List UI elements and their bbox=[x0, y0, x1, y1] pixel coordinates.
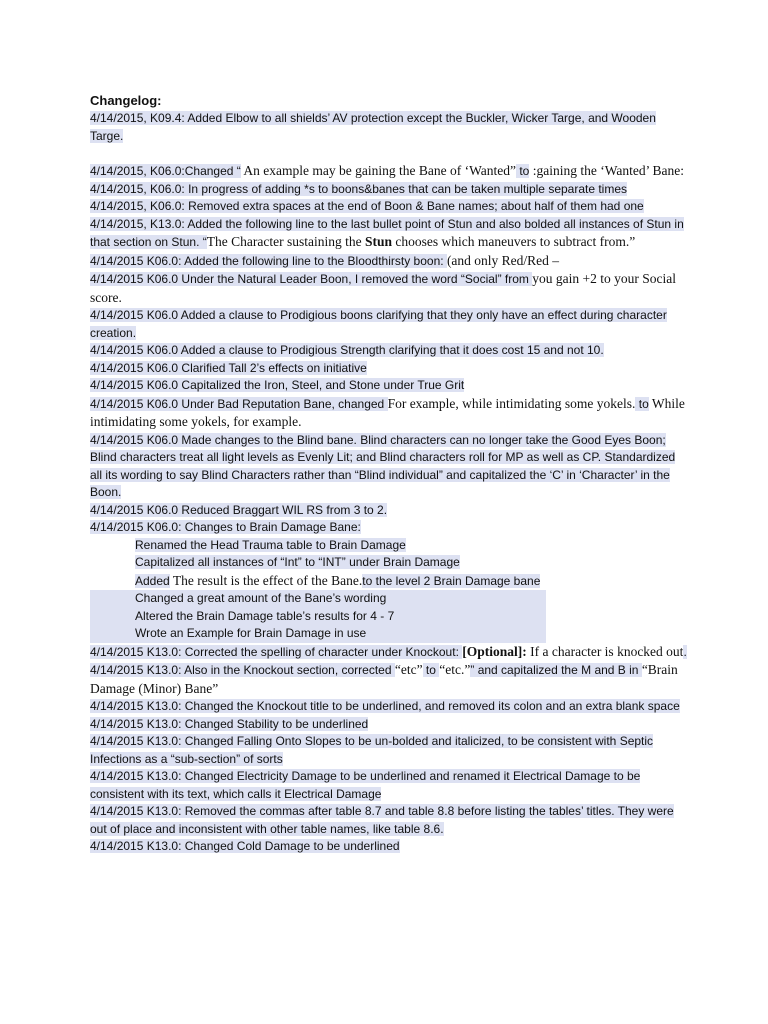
changelog-entry: 4/14/2015 K13.0: Removed the commas after table 8.7 and table 8.8 before listing the tables’ titles. They were out of place and inconsistent with other table names, like table 8.6. bbox=[90, 804, 674, 836]
sub-list-item: Added The result is the effect of the Bane.to the level 2 Brain Damage bane bbox=[135, 572, 541, 588]
changelog-entry: 4/14/2015, K06.0:Changed “ An example may be gaining the Bane of ‘Wanted” to :gaining the ‘Wanted’ Bane: bbox=[90, 163, 684, 178]
changelog-entry: 4/14/2015 K06.0 Under Bad Reputation Bane, changed For example, while intimidating some yokels. to While intimidating some yokels, for example. bbox=[90, 395, 685, 429]
sub-list-item: Changed a great amount of the Bane’s wording bbox=[90, 590, 546, 608]
changelog-entry: 4/14/2015 K06.0 Added a clause to Prodigious Strength clarifying that it does cost 15 and not 10. bbox=[90, 343, 604, 357]
changelog-entry: 4/14/2015, K06.0: Removed extra spaces at the end of Boon & Bane names; about half of them had one bbox=[90, 199, 644, 213]
sub-list-item: Renamed the Head Trauma table to Brain Damage bbox=[135, 537, 406, 552]
changelog-entry: 4/14/2015 K13.0: Corrected the spelling of character under Knockout: [Optional]: If a character is knocked out. bbox=[90, 643, 687, 659]
changelog-entry: 4/14/2015 K13.0: Changed Falling Onto Slopes to be un-bolded and italicized, to be consistent with Septic Infections as a “sub-section” of sorts bbox=[90, 734, 654, 766]
changelog-entry: 4/14/2015 K13.0: Changed the Knockout title to be underlined, and removed its colon and an extra blank space bbox=[90, 699, 680, 713]
changelog-entry: 4/14/2015 K06.0 Added a clause to Prodigious boons clarifying that they only have an effect during character creation. bbox=[90, 308, 667, 340]
changelog-entry: 4/14/2015 K06.0 Clarified Tall 2’s effects on initiative bbox=[90, 360, 367, 375]
changelog-entry: 4/14/2015 K06.0 Reduced Braggart WIL RS from 3 to 2. bbox=[90, 502, 388, 517]
changelog-entry: 4/14/2015 K06.0 Capitalized the Iron, Steel, and Stone under True Grit bbox=[90, 378, 465, 392]
sub-list-item: Capitalized all instances of “Int” to “INT” under Brain Damage bbox=[135, 555, 460, 569]
changelog-entry: 4/14/2015 K13.0: Changed Stability to be underlined bbox=[90, 716, 369, 731]
changelog-entry: 4/14/2015 K13.0: Also in the Knockout section, corrected “etc” to “etc.”” and capitalized the M and B in “Brain Damage (Minor) Bane” bbox=[90, 662, 678, 696]
changelog-entry: 4/14/2015 K06.0: Added the following line to the Bloodthirsty boon: (and only Red/Red – bbox=[90, 252, 560, 268]
changelog-document bbox=[90, 92, 690, 856]
changelog-entry: 4/14/2015 K06.0: Changes to Brain Damage Bane: bbox=[90, 520, 361, 534]
changelog-entry: 4/14/2015, K06.0: In progress of adding *s to boons&banes that can be taken multiple separate times bbox=[90, 181, 628, 196]
changelog-title: Changelog: bbox=[90, 93, 162, 108]
changelog-entry: 4/14/2015 K13.0: Changed Electricity Damage to be underlined and renamed it Electrical Damage to be consistent with its text, which calls it Electrical Damage bbox=[90, 769, 641, 801]
changelog-entry: 4/14/2015 K06.0 Under the Natural Leader Boon, I removed the word “Social” from you gain +2 to your Social score. bbox=[90, 271, 676, 305]
changelog-entry: 4/14/2015 K06.0 Made changes to the Blind bane. Blind characters can no longer take the Good Eyes Boon; Blind characters treat all light levels as Evenly Lit; and Blind characters roll for MP as well as CP. Standardized all its wording to say Blind Characters rather than “Blind individual” and capitalized the ‘C’ in ‘Character’ in the Boon. bbox=[90, 432, 676, 499]
sub-list-item: Altered the Brain Damage table’s results for 4 - 7 bbox=[90, 608, 546, 626]
changelog-entry: 4/14/2015, K13.0: Added the following line to the last bullet point of Stun and also bolded all instances of Stun in that section on Stun. “The Character sustaining the Stun chooses which maneuvers to subtract from.” bbox=[90, 216, 684, 249]
sub-list-item: Wrote an Example for Brain Damage in use bbox=[90, 625, 546, 643]
blank-line bbox=[90, 145, 690, 162]
changelog-entry: 4/14/2015, K09.4: Added Elbow to all shields’ AV protection except the Buckler, Wicker Targe, and Wooden Targe. bbox=[90, 111, 656, 143]
changelog-entry: 4/14/2015 K13.0: Changed Cold Damage to be underlined bbox=[90, 839, 400, 853]
